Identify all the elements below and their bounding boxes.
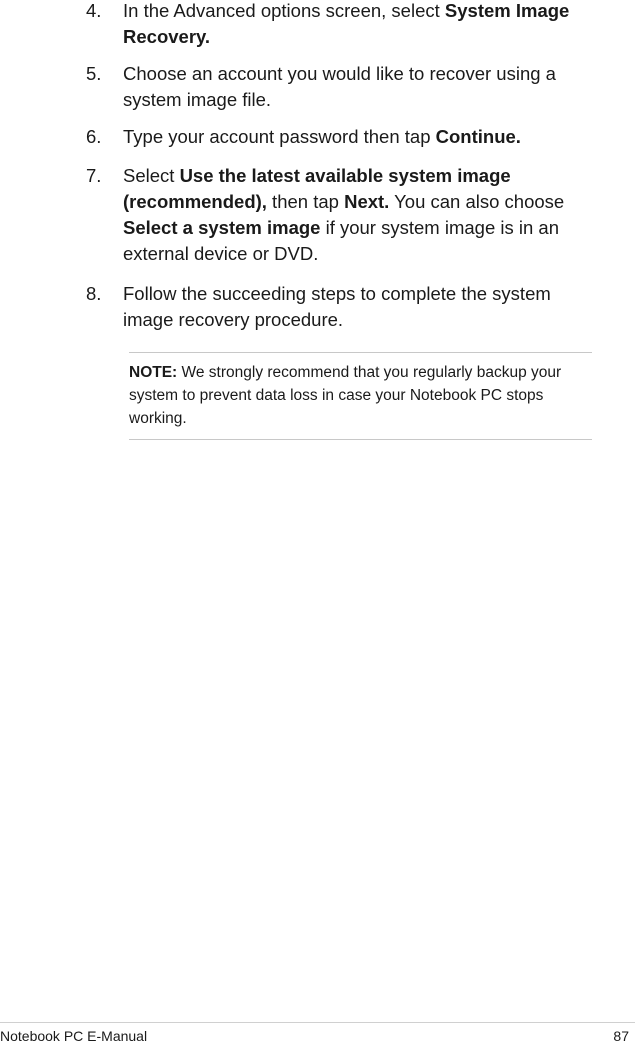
step-text-part: Type your account password then tap	[123, 126, 436, 147]
note-box	[129, 352, 592, 440]
step-text-bold: System Image Recovery.	[123, 0, 570, 47]
step-text-part: You can also choose	[389, 191, 565, 212]
note-label: NOTE:	[129, 364, 178, 381]
step-text-part: Follow the succeeding steps to complete the system image recovery procedure.	[123, 283, 551, 330]
footer-divider	[0, 1022, 635, 1023]
step-7	[86, 163, 606, 267]
step-text-part: if your system image is in an external device or DVD.	[123, 217, 559, 264]
step-text-part: then tap	[266, 191, 345, 212]
step-6	[86, 124, 606, 150]
step-text-part: Select	[123, 165, 180, 186]
step-number: 8.	[86, 283, 102, 304]
footer-title: Notebook PC E-Manual	[0, 1028, 148, 1044]
step-text	[123, 124, 606, 150]
step-text-bold: Select a system image	[123, 217, 321, 238]
step-text	[123, 61, 606, 113]
step-text	[123, 281, 606, 333]
step-text	[123, 163, 606, 267]
step-number: 7.	[86, 165, 102, 186]
note-text: We strongly recommend that you regularly backup your system to prevent data loss in case your Notebook PC stops working.	[129, 364, 562, 427]
step-text	[123, 0, 606, 50]
step-5	[86, 61, 606, 113]
step-text-bold: Use the latest available system image (recommended),	[123, 165, 511, 212]
page-number: 87	[613, 1028, 629, 1044]
step-number: 6.	[86, 126, 102, 147]
step-text-bold: Next.	[344, 191, 390, 212]
step-text-part: In the Advanced options screen, select	[123, 0, 445, 21]
step-text-part: Choose an account you would like to recover using a system image file.	[123, 63, 556, 110]
step-text-bold: Continue.	[435, 126, 521, 147]
step-number: 4.	[86, 0, 102, 21]
step-8	[86, 281, 606, 333]
step-number: 5.	[86, 63, 102, 84]
step-4	[86, 0, 606, 50]
